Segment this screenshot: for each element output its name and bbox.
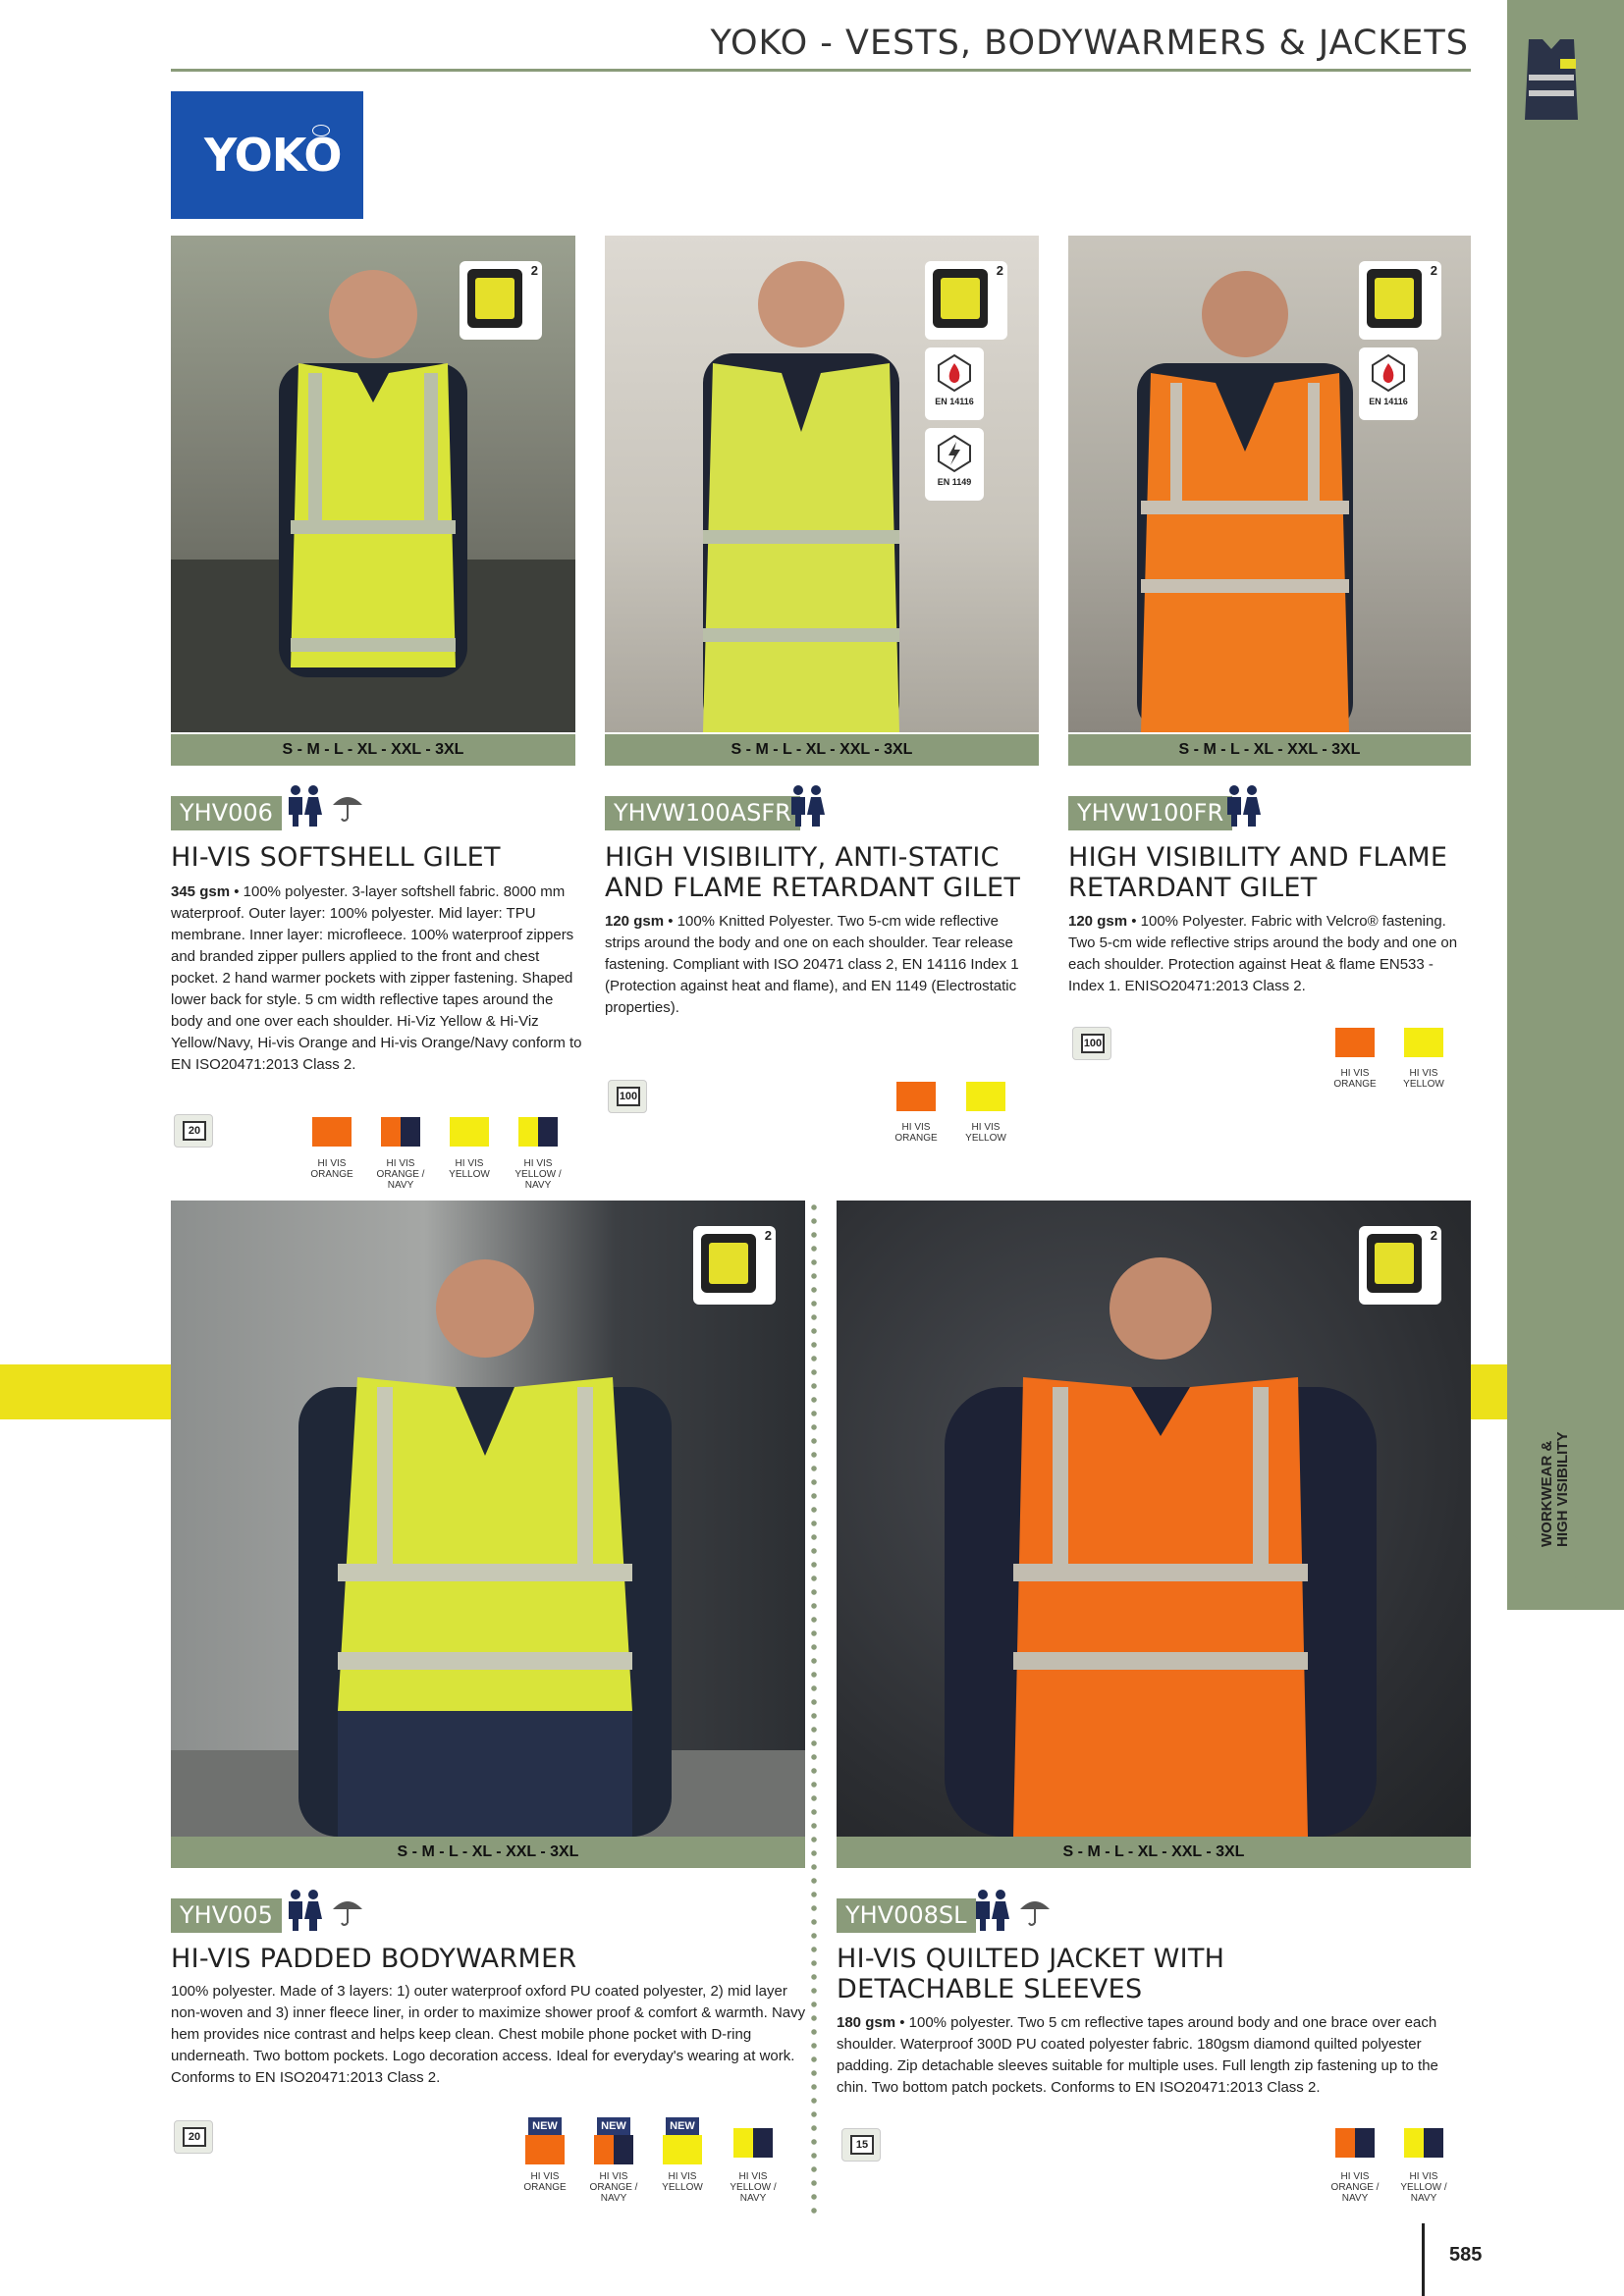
column-divider <box>807 1201 821 2221</box>
colour-swatch[interactable] <box>594 2135 633 2164</box>
product-title: HIGH VISIBILITY AND FLAME RETARDANT GILET <box>1068 842 1448 903</box>
new-tag: NEW <box>528 2117 562 2135</box>
product-code: YHVW100FR <box>1068 796 1232 830</box>
product-title: HI-VIS PADDED BODYWARMER <box>171 1944 577 1974</box>
product-title: HIGH VISIBILITY, ANTI-STATIC AND FLAME RETARDANT GILET <box>605 842 1021 903</box>
logo-mark-icon <box>312 125 330 136</box>
product-code: YHV008SL <box>837 1898 976 1933</box>
class-number: 2 <box>1430 263 1437 278</box>
feature-icons <box>1221 785 1265 825</box>
unisex-icon <box>283 783 326 827</box>
waterproof-umbrella-icon <box>1017 1892 1053 1927</box>
hi-vis-vest-icon <box>933 269 988 328</box>
colour-label: HI VIS YELLOW / NAVY <box>514 1158 562 1191</box>
product-photo-yhvw100fr <box>1068 236 1471 732</box>
product-photo-yhvw100asfr <box>605 236 1039 732</box>
product-title: HI-VIS QUILTED JACKET WITH DETACHABLE SLEEVES <box>837 1944 1225 2004</box>
pack-quantity-icon <box>841 2128 881 2162</box>
new-tag: NEW <box>597 2117 630 2135</box>
class-badge <box>925 261 1007 340</box>
colour-label: HI VIS YELLOW / NAVY <box>1400 2171 1447 2204</box>
pack-quantity: 20 <box>183 1121 206 1141</box>
product-weight: 180 gsm <box>837 2014 896 2031</box>
hi-vis-vest-icon <box>701 1234 756 1293</box>
colour-label: HI VIS YELLOW / NAVY <box>730 2171 777 2204</box>
colour-swatch[interactable] <box>381 1117 420 1147</box>
yoko-logo <box>171 91 363 219</box>
unisex-icon <box>785 783 829 827</box>
colour-swatch[interactable] <box>312 1117 352 1147</box>
product-code: YHV006 <box>171 796 282 830</box>
class-number: 2 <box>530 263 538 278</box>
pack-quantity: 15 <box>850 2135 874 2155</box>
cert-label: EN 14116 <box>1369 397 1408 406</box>
cert-label: EN 14116 <box>935 397 974 406</box>
class-number: 2 <box>1430 1228 1437 1243</box>
colour-swatch[interactable] <box>450 1117 489 1147</box>
pack-quantity-icon <box>174 2120 213 2154</box>
product-description: 100% polyester. Made of 3 layers: 1) outer waterproof oxford PU coated polyester, 2) mid layer non-woven and 3) inner fleece liner, in order to maximize shower proof & comfort & warmth. Navy hem provides nice contrast and helps keep clean. Chest mobile phone pocket with D-ring underneath. Two bottom pockets. Logo decoration access. Ideal for everyday's wearing at work. Conforms to EN ISO20471:2013 Class 2. <box>171 1983 806 2086</box>
colour-swatch[interactable] <box>525 2135 565 2164</box>
feature-icons <box>283 785 365 825</box>
colour-label: HI VIS YELLOW <box>1403 1068 1444 1090</box>
class-badge <box>1359 1226 1441 1305</box>
class-badge <box>693 1226 776 1305</box>
feature-icons <box>785 785 829 825</box>
product-photo-yhv005 <box>171 1201 805 1837</box>
size-range: S - M - L - XL - XXL - 3XL <box>171 734 575 766</box>
size-range: S - M - L - XL - XXL - 3XL <box>1068 734 1471 766</box>
cert-label: EN 1149 <box>937 477 972 487</box>
colour-swatch[interactable] <box>1335 2128 1375 2158</box>
colour-label: HI VIS ORANGE / NAVY <box>589 2171 638 2204</box>
pack-quantity-icon <box>174 1114 213 1148</box>
colour-label: HI VIS ORANGE <box>310 1158 353 1180</box>
flame-cert-badge <box>925 347 984 420</box>
product-photo-yhv006 <box>171 236 575 732</box>
colour-swatch[interactable] <box>1335 1028 1375 1057</box>
new-tag: NEW <box>666 2117 699 2135</box>
product-code: YHV005 <box>171 1898 282 1933</box>
colour-swatch[interactable] <box>1404 2128 1443 2158</box>
colour-label: HI VIS YELLOW <box>449 1158 490 1180</box>
class-number: 2 <box>764 1228 772 1243</box>
product-description: 120 gsm • 100% Knitted Polyester. Two 5-cm wide reflective strips around the body and one on each shoulder. Tear release fastening. Compliant with ISO 20471 class 2, EN 14116 Index 1 (Protection against heat and flame), and EN 1149 (Electrostatic properties). <box>605 913 1019 1016</box>
product-weight: 120 gsm <box>605 913 665 930</box>
side-tab-label: WORKWEAR & HIGH VISIBILITY <box>1539 1431 1571 1547</box>
product-title: HI-VIS SOFTSHELL GILET <box>171 842 501 873</box>
unisex-icon <box>283 1888 326 1931</box>
product-weight: 120 gsm <box>1068 913 1128 930</box>
pack-quantity-icon <box>608 1080 647 1113</box>
feature-icons <box>283 1890 365 1929</box>
colour-label: HI VIS ORANGE / NAVY <box>376 1158 425 1191</box>
pack-quantity: 20 <box>183 2127 206 2147</box>
antistatic-cert-badge <box>925 428 984 501</box>
product-weight: 345 gsm <box>171 883 231 900</box>
class-badge <box>460 261 542 340</box>
class-badge <box>1359 261 1441 340</box>
hi-vis-vest-icon <box>1367 1234 1422 1293</box>
size-range: S - M - L - XL - XXL - 3XL <box>605 734 1039 766</box>
product-description: 345 gsm • 100% polyester. 3-layer softshell fabric. 8000 mm waterproof. Outer layer: 100% polyester. Mid layer: TPU membrane. Inner layer: microfleece. 100% waterproof zippers and branded zipper pullers applied to the front and chest pocket. 2 hand warmer pockets with zipper fastening. Shaped lower back for style. 5 cm width reflective tapes around the body and one over each shoulder. Hi-Viz Yellow & Hi-Viz Yellow/Navy, Hi-vis Orange and Hi-vis Orange/Navy conform to EN ISO20471:2013 Class 2. <box>171 883 582 1073</box>
pack-quantity-icon <box>1072 1027 1111 1060</box>
product-description: 120 gsm • 100% Polyester. Fabric with Velcro® fastening. Two 5-cm wide reflective strips around the body and one on each shoulder. Protection against Heat & flame EN533 - Index 1. ENISO20471:2013 Class 2. <box>1068 913 1458 994</box>
unisex-icon <box>1221 783 1265 827</box>
header-rule <box>171 69 1471 72</box>
flame-icon <box>935 351 974 395</box>
colour-swatch[interactable] <box>1404 1028 1443 1057</box>
size-range: S - M - L - XL - XXL - 3XL <box>171 1837 805 1868</box>
size-range: S - M - L - XL - XXL - 3XL <box>837 1837 1471 1868</box>
flame-icon <box>1369 351 1408 395</box>
colour-label: HI VIS YELLOW <box>965 1122 1006 1144</box>
class-number: 2 <box>996 263 1003 278</box>
product-description: 180 gsm • 100% polyester. Two 5 cm reflective tapes around body and one brace over each shoulder. Waterproof 300D PU coated polyester fabric. 180gsm diamond quilted polyester padding. Zip detachable sleeves suitable for multiple uses. Full length zip fastening up to the chin. Two bottom patch pockets. Conforms to EN ISO20471:2013 Class 2. <box>837 2014 1438 2096</box>
colour-swatch[interactable] <box>518 1117 558 1147</box>
colour-swatch[interactable] <box>733 2128 773 2158</box>
antistatic-icon <box>935 432 974 475</box>
colour-swatch[interactable] <box>966 1082 1005 1111</box>
colour-label: HI VIS YELLOW <box>662 2171 703 2193</box>
waterproof-umbrella-icon <box>330 1892 365 1927</box>
flame-cert-badge <box>1359 347 1418 420</box>
colour-swatch[interactable] <box>896 1082 936 1111</box>
product-code: YHVW100ASFR <box>605 796 800 830</box>
product-photo-yhv008sl <box>837 1201 1471 1837</box>
vest-thumbnail-icon <box>1517 35 1586 124</box>
colour-swatch[interactable] <box>663 2135 702 2164</box>
yellow-band-left <box>0 1364 171 1419</box>
pack-quantity: 100 <box>617 1087 640 1106</box>
side-tab <box>1507 0 1624 1610</box>
waterproof-umbrella-icon <box>330 787 365 823</box>
feature-icons <box>970 1890 1053 1929</box>
hi-vis-vest-icon <box>1367 269 1422 328</box>
hi-vis-vest-icon <box>467 269 522 328</box>
yellow-band-right <box>1471 1364 1507 1419</box>
pack-quantity: 100 <box>1081 1034 1105 1053</box>
colour-label: HI VIS ORANGE <box>894 1122 938 1144</box>
page-number-rule <box>1422 2223 1425 2296</box>
page-number: 585 <box>1449 2244 1483 2266</box>
colour-label: HI VIS ORANGE <box>523 2171 567 2193</box>
page-title: YOKO - VESTS, BODYWARMERS & JACKETS <box>710 24 1469 63</box>
colour-label: HI VIS ORANGE <box>1333 1068 1377 1090</box>
colour-label: HI VIS ORANGE / NAVY <box>1330 2171 1380 2204</box>
unisex-icon <box>970 1888 1013 1931</box>
logo-text: YOKO <box>204 129 342 182</box>
